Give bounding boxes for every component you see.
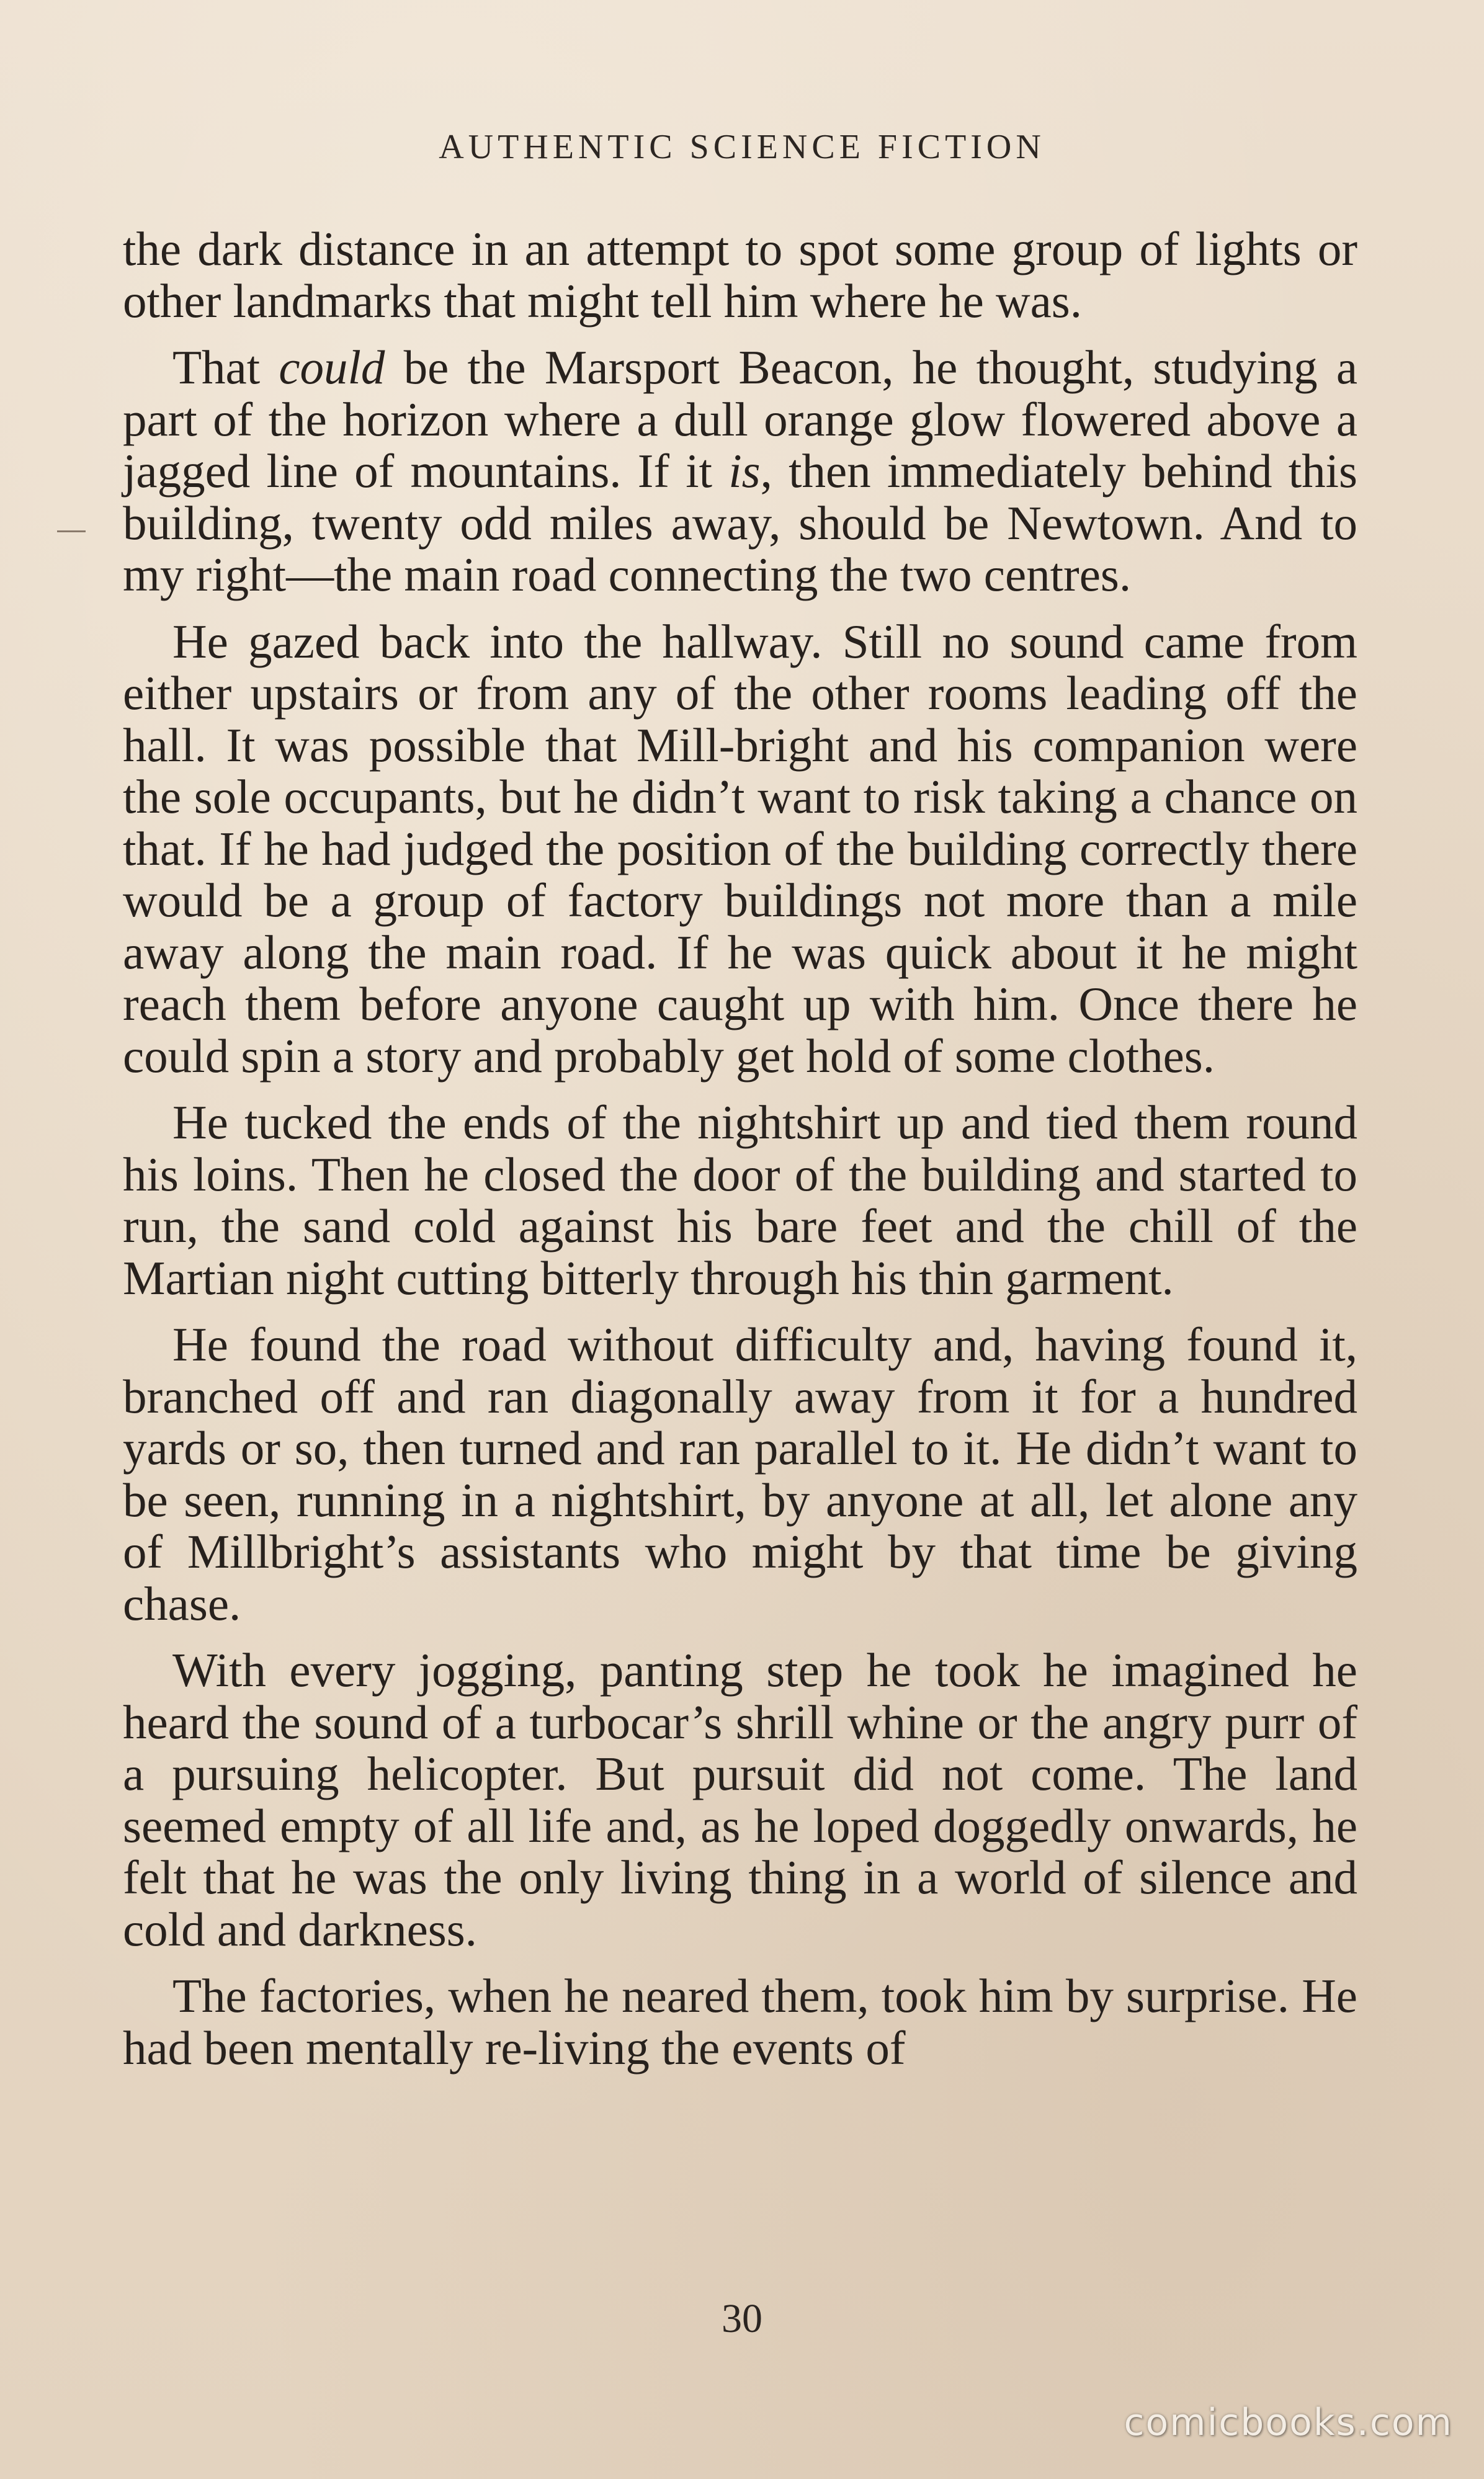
paragraph-text: With every jogging, panting step he took he imagined he heard the sound of a turbocar’s shrill whine or the angry purr of a pursuing helicopter. But pursuit did not come. The land seemed empty of all life and, as he loped doggedly onwards, he felt that he was the only living thing in a world of silence and cold and darkness. [123, 1643, 1357, 1956]
paragraph-text: He tucked the ends of the nightshirt up and tied them round his loins. Then he closed the door of the building and started to run, the sand cold against his bare feet and the chill of the Martian night cutting bitterly through his thin garment. [123, 1096, 1357, 1305]
running-head: AUTHENTIC SCIENCE FICTION [439, 128, 1045, 166]
body-text [123, 223, 1357, 2074]
paragraph [123, 342, 1357, 601]
paragraph-text: The factories, when he neared them, took him by surprise. He had been mentally re-living the events of [123, 1969, 1357, 2075]
watermark: comicbooks.com [1124, 2401, 1453, 2444]
paragraph-text: He found the road without difficulty and, having found it, branched off and ran diagonally away from it for a hundred yards or so, then turned and ran parallel to it. He didn’t want to be seen, running in a nightshirt, by anyone at all, let alone any of Millbright’s assistants who might by that time be giving chase. [123, 1318, 1357, 1630]
italic-text: is [728, 444, 761, 498]
paragraph [123, 1970, 1357, 2074]
margin-mark [57, 530, 86, 532]
paragraph [123, 1097, 1357, 1304]
paragraph-text: , then immediately behind this building, twenty odd miles away, should be Newtown. And to my right—the main road connecting the two centres. [123, 444, 1357, 601]
paragraph-text: the dark distance in an attempt to spot some group of lights or other landmarks that might tell him where he was. [123, 222, 1357, 328]
paragraph [123, 1645, 1357, 1955]
italic-text: could [279, 341, 385, 394]
paragraph [123, 223, 1357, 327]
paragraph [123, 616, 1357, 1083]
page-number: 30 [722, 2296, 762, 2341]
paragraph-text: He gazed back into the hallway. Still no sound came from either upstairs or from any of the other rooms leading off the hall. It was possible that Mill-bright and his companion were the sole occupants, but he didn’t want to risk taking a chance on that. If he had judged the position of the building correctly there would be a group of factory buildings not more than a mile away along the main road. If he was quick about it he might reach them before anyone caught up with him. Once there he could spin a story and probably get hold of some clothes. [123, 614, 1357, 1083]
paragraph [123, 1319, 1357, 1630]
paragraph-text: That [172, 341, 279, 394]
paragraph-text: be the Marsport Beacon, he thought, studying a part of the horizon where a dull orange glow flowered above a jagged line of mountains. If it [123, 341, 1357, 498]
